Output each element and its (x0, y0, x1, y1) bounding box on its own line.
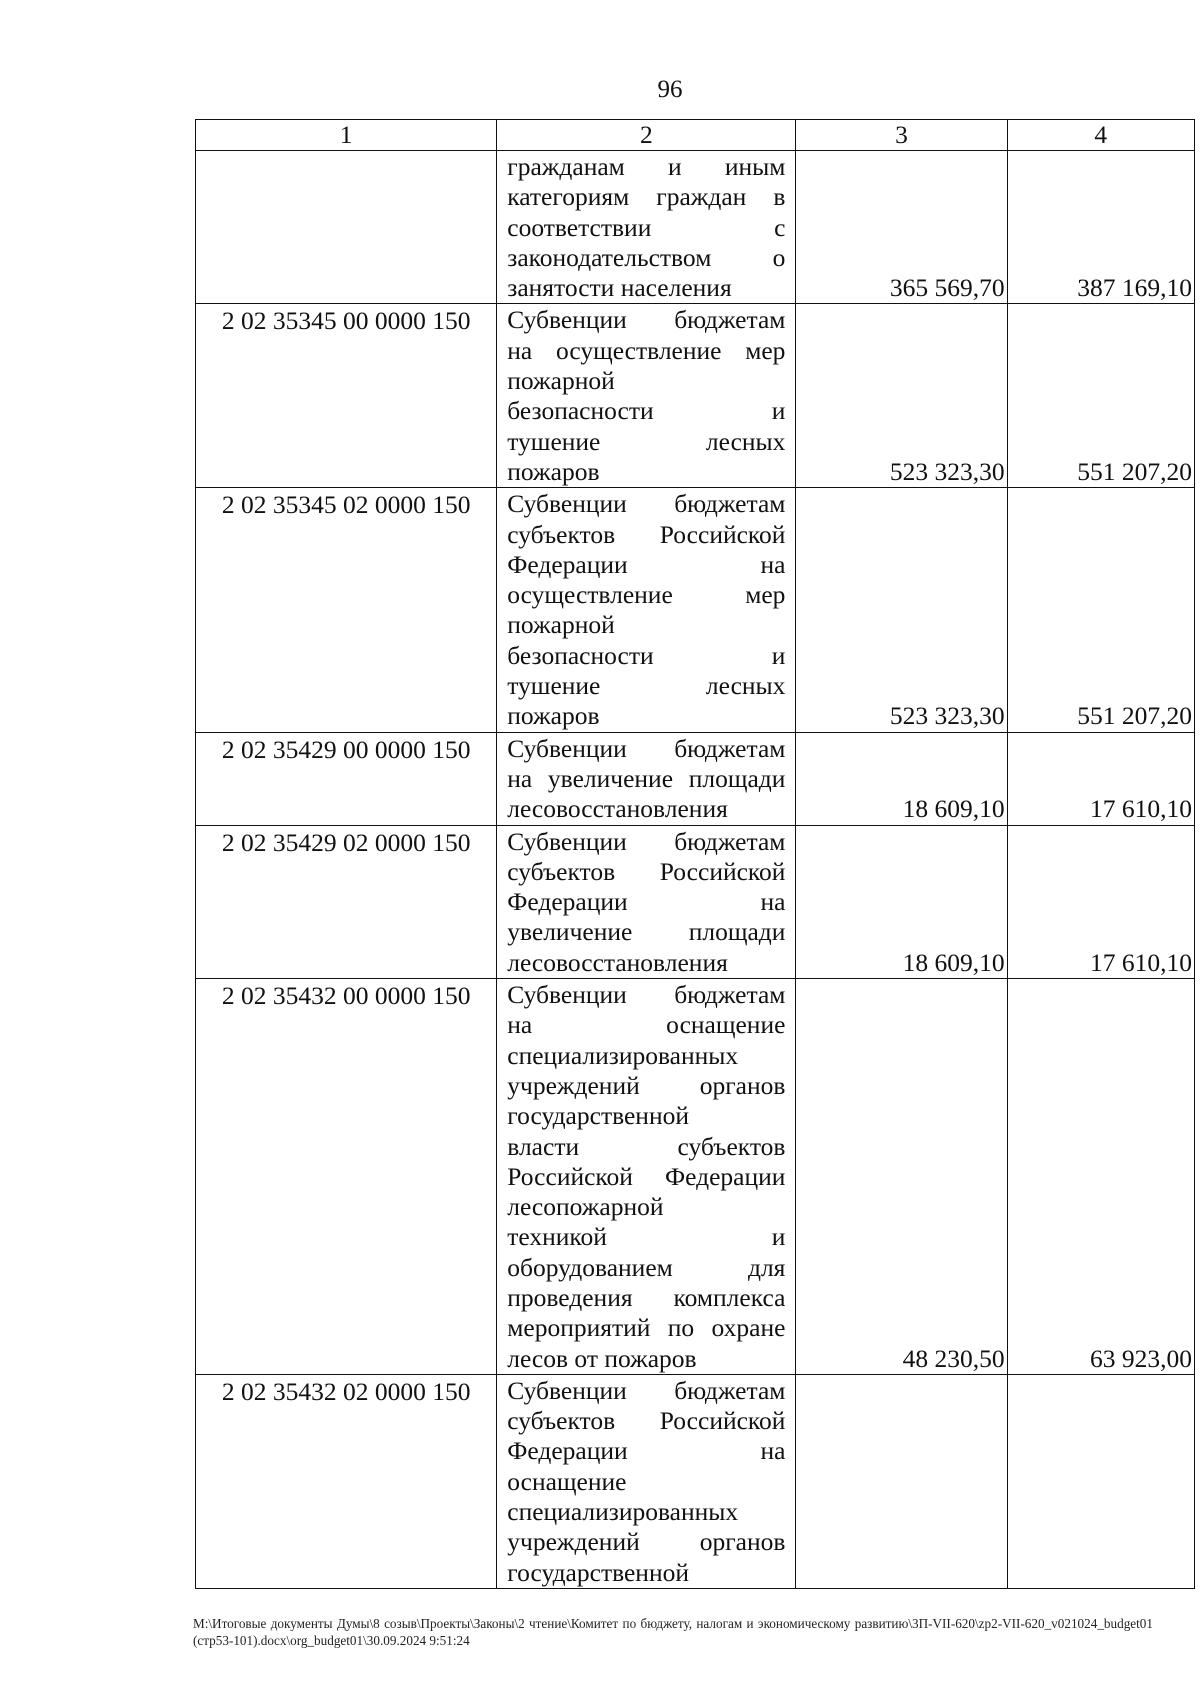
table-row (196, 151, 1195, 304)
amount-col3-cell: 523 323,30 (796, 304, 1007, 488)
table-row (196, 304, 1195, 488)
description-line: лесовосстановления (507, 794, 728, 824)
description-line: пожаров (507, 456, 600, 486)
description-cell (497, 304, 796, 488)
description-line: безопасности и (507, 396, 786, 426)
description-cell (497, 732, 796, 825)
amount-col3-cell: 18 609,10 (796, 732, 1007, 825)
budget-code-cell: 2 02 35432 00 0000 150 (196, 979, 497, 1375)
amount-col4-cell: 17 610,10 (1007, 825, 1194, 978)
amount-col3-cell: 48 230,50 (796, 979, 1007, 1375)
budget-code-cell: 2 02 35429 00 0000 150 (196, 732, 497, 825)
description-line: пожаров (507, 701, 600, 731)
description-line: учреждений органов (507, 1527, 786, 1557)
description-line: осуществление мер (507, 580, 786, 610)
description-line: Субвенции бюджетам (507, 733, 786, 763)
description-line: Федерации на (507, 549, 786, 579)
description-line: лесопожарной (507, 1192, 664, 1222)
amount-col3-cell: 523 323,30 (796, 488, 1007, 732)
description-line: тушение лесных (507, 671, 786, 701)
amount-col4-cell (1007, 1374, 1194, 1588)
column-header-4: 4 (1007, 120, 1194, 151)
description-line: специализированных (507, 1040, 739, 1070)
budget-code-cell: 2 02 35429 02 0000 150 (196, 825, 497, 978)
description-line: государственной (507, 1101, 689, 1131)
description-line: Федерации на (507, 1436, 786, 1466)
description-line: Субвенции бюджетам (507, 1375, 786, 1405)
budget-code-cell: 2 02 35345 00 0000 150 (196, 304, 497, 488)
amount-col4-cell: 17 610,10 (1007, 732, 1194, 825)
amount-col3-cell (796, 1374, 1007, 1588)
budget-code-cell: 2 02 35345 02 0000 150 (196, 488, 497, 732)
description-line: на увеличение площади (507, 763, 786, 793)
amount-col3-cell: 365 569,70 (796, 151, 1007, 304)
budget-code-cell: 2 02 35432 02 0000 150 (196, 1374, 497, 1588)
description-line: безопасности и (507, 640, 786, 670)
description-line: Федерации на (507, 887, 786, 917)
amount-col4-cell: 551 207,20 (1007, 488, 1194, 732)
amount-col3-cell: 18 609,10 (796, 825, 1007, 978)
description-line: мероприятий по охране (507, 1313, 786, 1343)
table-row (196, 979, 1195, 1375)
description-cell (497, 1374, 796, 1588)
description-line: пожарной (507, 610, 615, 640)
description-line: оснащение (507, 1466, 627, 1496)
description-cell (497, 825, 796, 978)
description-line: субъектов Российской (507, 1406, 786, 1436)
table-header-row (196, 120, 1195, 151)
description-line: власти субъектов (507, 1131, 786, 1161)
table-row (196, 732, 1195, 825)
description-line: учреждений органов (507, 1070, 786, 1100)
description-line: Субвенции бюджетам (507, 489, 786, 519)
column-header-1: 1 (196, 120, 497, 151)
column-header-2: 2 (497, 120, 796, 151)
description-line: техникой и (507, 1222, 786, 1252)
description-line: занятости населения (507, 273, 732, 303)
page-number: 96 (657, 76, 683, 103)
description-cell (497, 151, 796, 304)
column-header-3: 3 (796, 120, 1007, 151)
description-line: тушение лесных (507, 426, 786, 456)
amount-col4-cell: 387 169,10 (1007, 151, 1194, 304)
table-row (196, 488, 1195, 732)
description-line: лесов от пожаров (507, 1343, 697, 1373)
description-cell (497, 979, 796, 1375)
description-line: субъектов Российской (507, 856, 786, 886)
description-line: Субвенции бюджетам (507, 980, 786, 1010)
description-line: Субвенции бюджетам (507, 305, 786, 335)
description-line: на оснащение (507, 1010, 786, 1040)
description-line: проведения комплекса (507, 1282, 786, 1312)
budget-table (195, 119, 1195, 1589)
description-line: лесовосстановления (507, 947, 728, 977)
description-line: законодательством о (507, 242, 786, 272)
budget-code-cell (196, 151, 497, 304)
table-row (196, 1374, 1195, 1588)
footer-file-path: М:\Итоговые документы Думы\8 созыв\Проекты\Законы\2 чтение\Комитет по бюджету, налогам и экономическому развитию\3П-VII-620\zp2-VII-620_v021024_budget01 (стр53-101).docx\org_budget01\30.09.2024 9:51:24 (193, 1616, 1153, 1648)
description-line: увеличение площади (507, 917, 786, 947)
description-line: пожарной (507, 366, 615, 396)
description-line: субъектов Российской (507, 519, 786, 549)
table-row (196, 825, 1195, 978)
description-line: специализированных (507, 1497, 739, 1527)
description-line: на осуществление мер (507, 335, 786, 365)
amount-col4-cell: 63 923,00 (1007, 979, 1194, 1375)
description-line: Российской Федерации (507, 1161, 786, 1191)
description-line: оборудованием для (507, 1252, 786, 1282)
description-line: соответствии с (507, 212, 786, 242)
description-line: государственной (507, 1557, 689, 1587)
amount-col4-cell: 551 207,20 (1007, 304, 1194, 488)
description-line: гражданам и иным (507, 152, 786, 181)
description-line: Субвенции бюджетам (507, 826, 786, 856)
description-line: категориям граждан в (507, 182, 786, 212)
description-cell (497, 488, 796, 732)
